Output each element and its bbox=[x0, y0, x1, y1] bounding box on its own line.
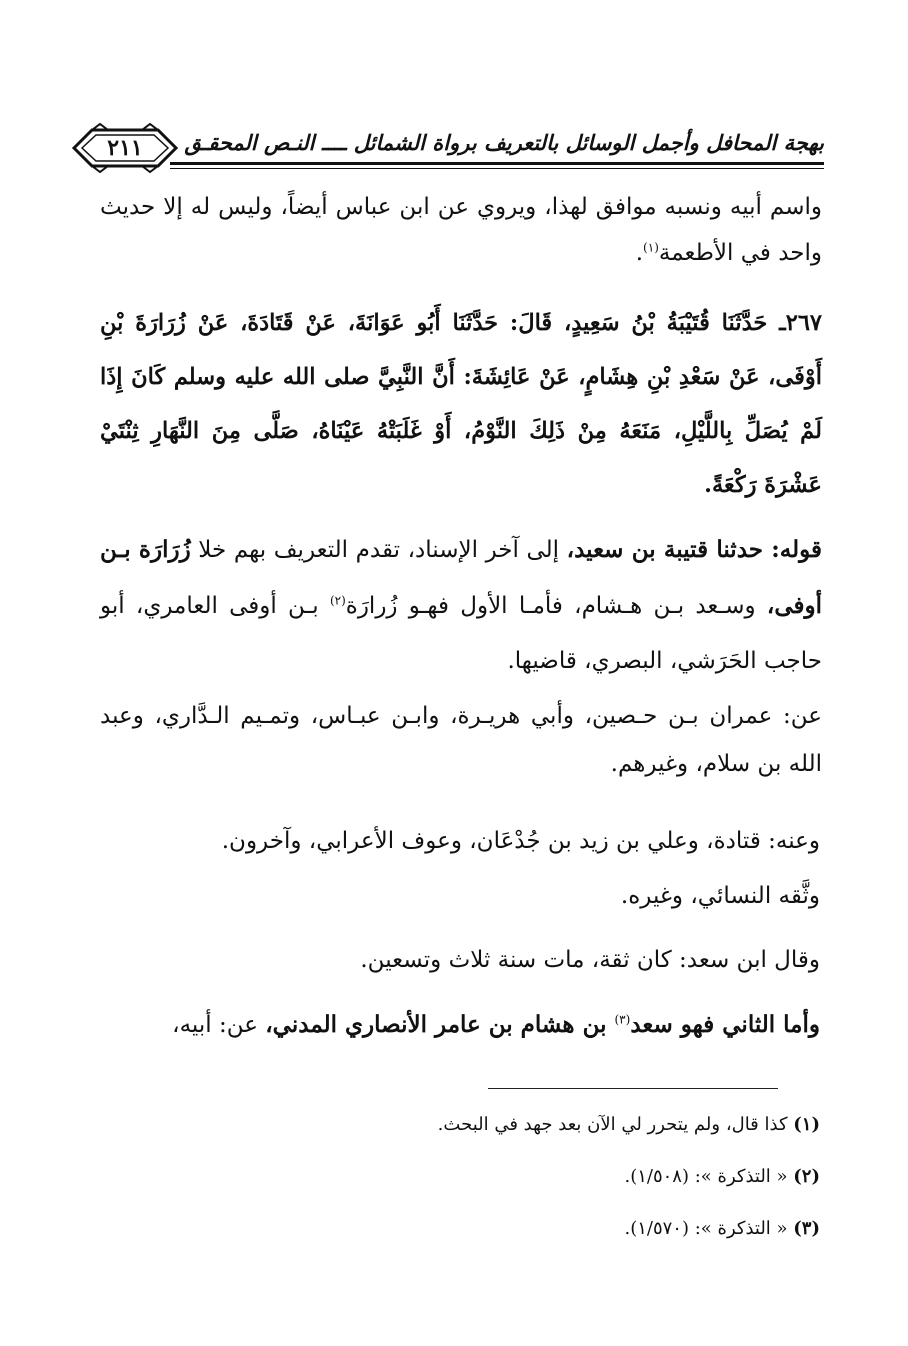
header-rule-thick bbox=[170, 162, 824, 165]
footnote-3-text: « التذكرة »: (١/٥٧٠). bbox=[624, 1218, 794, 1239]
running-title: بهجة المحافل وأجمل الوسائل بالتعريف برواة الشمائل ــــ النـص المحقـق bbox=[184, 130, 824, 155]
page-number-badge bbox=[70, 122, 180, 174]
paragraph-narrators-from: عن: عمران بـن حـصين، وأبي هريـرة، وابـن عبـاس، وتمـيم الـدَّاري، وعبد الله بن سلام، وغيرهم. bbox=[100, 703, 822, 777]
commentary-text-b: وسـعد بـن هـشام، فأمـا الأول فهـو زُرارَة bbox=[345, 593, 767, 619]
commentary-name: زُرَارَة بـن أوفى، bbox=[100, 536, 822, 619]
paragraph-narrators-to: وعنه: قتادة، وعلي بن زيد بن جُدْعَان، وعوف الأعرابي، وآخرون. bbox=[221, 828, 820, 854]
second-lead: وأما الثاني فهو سعد bbox=[630, 1011, 820, 1038]
paragraph-1-text: واسم أبيه ونسبه موافق لهذا، ويروي عن ابن عباس أيضاً، وليس له إلا حديث واحد في الأطعمة bbox=[100, 194, 823, 266]
footnotes bbox=[220, 1105, 820, 1261]
footnote-ref-1: (١) bbox=[643, 240, 659, 255]
footnote-1 bbox=[220, 1105, 820, 1157]
footnote-2 bbox=[220, 1157, 820, 1209]
paragraph-1 bbox=[100, 184, 822, 276]
footnote-3 bbox=[220, 1209, 820, 1261]
paragraph-1-end: . bbox=[635, 240, 644, 266]
paragraph-second bbox=[100, 1002, 820, 1048]
footnote-3-number: (٣) bbox=[793, 1218, 820, 1239]
footnote-separator bbox=[488, 1088, 778, 1089]
footnote-1-number: (١) bbox=[793, 1114, 820, 1135]
footnote-2-text: « التذكرة »: (١/٥٠٨). bbox=[624, 1166, 794, 1187]
second-end: عن: أبيه، bbox=[172, 1012, 266, 1038]
header-rule-thin bbox=[170, 168, 824, 169]
commentary-text-c: بـن أوفى العامري، أبو حاجب الحَرَشي، البصري، قاضيها. bbox=[100, 593, 822, 674]
hadith-267: ٢٦٧ـ حَدَّثَنَا قُتَيْبَةُ بْنُ سَعِيدٍ، قَالَ: حَدَّثَنَا أَبُو عَوَانَةَ، عَنْ قَتَادَةَ، عَنْ زُرَارَةَ بْنِ أَوْفَى، عَنْ سَعْدِ بْنِ هِشَامٍ، عَنْ عَائِشَةَ: أَنَّ النَّبِيَّ صلى الله عليه وسلم كَانَ إِذَا لَمْ يُصَلِّ بِاللَّيْلِ، مَنَعَهُ مِنْ ذَلِكَ النَّوْمُ، أَوْ غَلَبَتْهُ عَيْنَاهُ، صَلَّى مِنَ النَّهَارِ ثِنْتَيْ عَشْرَةَ رَكْعَةً. bbox=[100, 310, 822, 498]
paragraph-commentary bbox=[100, 522, 822, 689]
footnote-ref-3: (٣) bbox=[614, 1012, 631, 1027]
footnote-ref-2: (٢) bbox=[329, 593, 346, 608]
paragraph-ibn-saad: وقال ابن سعد: كان ثقة، مات سنة ثلاث وتسعين. bbox=[360, 947, 820, 973]
second-name: بن هشام بن عامر الأنصاري المدني، bbox=[265, 1011, 615, 1038]
paragraph-authentication: وثَّقه النسائي، وغيره. bbox=[620, 883, 820, 909]
page-number: ٢١١ bbox=[107, 135, 143, 161]
commentary-lead: قوله: حدثنا قتيبة بن سعيد، bbox=[566, 536, 822, 563]
page-header bbox=[70, 122, 824, 174]
commentary-text-a: إلى آخر الإسناد، تقدم التعريف بهم خلا bbox=[190, 537, 567, 563]
footnote-2-number: (٢) bbox=[793, 1166, 820, 1187]
footnote-1-text: كذا قال، ولم يتحرر لي الآن بعد جهد في البحث. bbox=[437, 1114, 794, 1135]
